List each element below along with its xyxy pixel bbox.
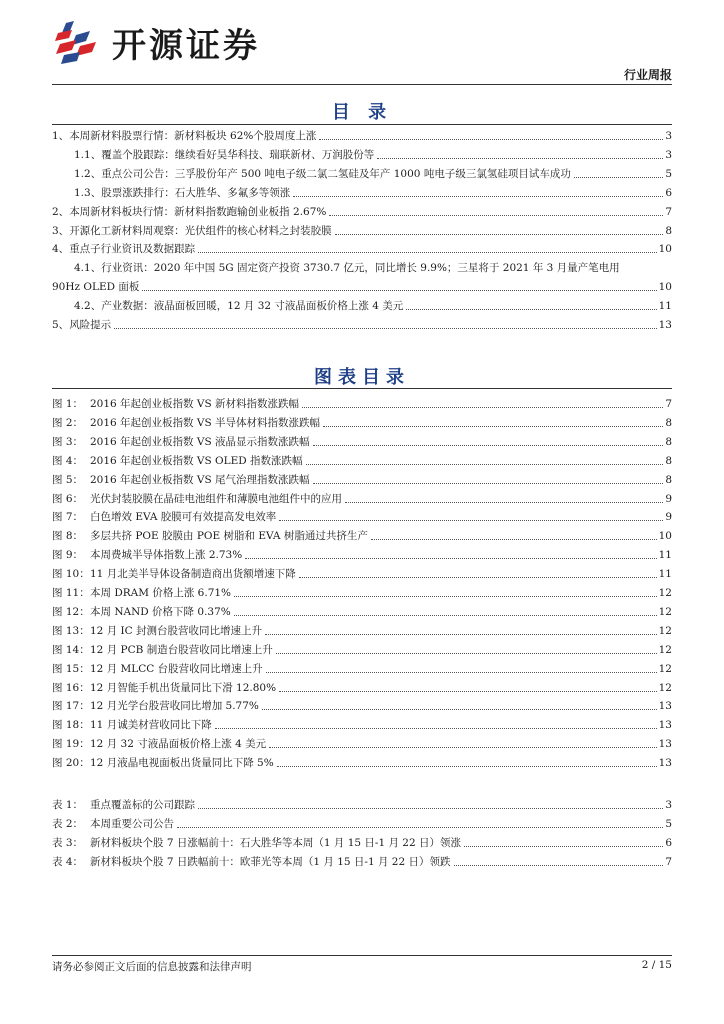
dot-leader xyxy=(198,808,663,809)
dot-leader xyxy=(329,215,663,216)
entry-number: 图 20： xyxy=(52,757,90,770)
entry-text: 本周重要公司公告 xyxy=(90,817,174,830)
entry-number: 1.3、 xyxy=(74,186,102,199)
dot-leader xyxy=(279,520,663,521)
entry-number: 图 5： xyxy=(52,473,84,486)
entry-text: 覆盖个股跟踪：继续看好昊华科技、瑞联新材、万润股份等 xyxy=(101,148,375,161)
entry-page-number: 10 xyxy=(658,281,672,294)
dot-leader xyxy=(277,766,657,767)
entry-number: 图 7： xyxy=(52,511,84,524)
figure-entry[interactable] xyxy=(52,585,672,601)
entry-number: 图 19： xyxy=(52,738,90,751)
dot-leader xyxy=(266,672,657,673)
entry-text: 重点子行业资讯及数据跟踪 xyxy=(69,243,196,256)
entry-page-number: 3 xyxy=(665,799,672,811)
entry-number: 3、 xyxy=(52,224,70,237)
entry-page-number: 13 xyxy=(658,319,672,331)
figure-entry[interactable] xyxy=(52,509,672,525)
toc-title: 目 录 xyxy=(331,102,393,123)
figure-entry[interactable] xyxy=(52,396,672,412)
dot-leader xyxy=(245,558,656,559)
entry-text: 12 月 PCB 制造台股营收同比增速上升 xyxy=(90,643,273,656)
figures-title-rule xyxy=(52,388,672,389)
entry-number: 图 4： xyxy=(52,454,84,467)
entry-page-number: 8 xyxy=(665,435,672,448)
entry-text: 12 月光学台股营收同比增加 5.77% xyxy=(90,700,259,713)
entry-text: 12 月 32 寸液晶面板价格上涨 4 美元 xyxy=(90,738,267,751)
dot-leader xyxy=(377,158,663,159)
entry-page-number: 5 xyxy=(665,817,672,830)
entry-text: 90Hz OLED 面板 xyxy=(52,281,140,294)
entry-page-number: 7 xyxy=(665,205,672,218)
toc-entry[interactable] xyxy=(52,241,672,257)
toc-entry[interactable] xyxy=(52,147,672,163)
toc-entry[interactable] xyxy=(52,298,672,314)
entry-page-number: 9 xyxy=(665,492,672,505)
entry-text: 光伏封装胶膜在晶硅电池组件和薄膜电池组件中的应用 xyxy=(90,492,342,505)
entry-text: 本周新材料板块行情：新材料指数跑输创业板指 2.67% xyxy=(69,205,327,218)
entry-text: 本周新材料股票行情：新材料板块 62%个股周度上涨 xyxy=(69,130,317,142)
entry-number: 1、 xyxy=(52,130,70,142)
dot-leader xyxy=(306,464,664,465)
figure-entry[interactable] xyxy=(52,717,672,733)
entry-number: 图 2： xyxy=(52,416,84,429)
entry-page-number: 12 xyxy=(658,681,672,694)
entry-page-number: 12 xyxy=(658,605,672,618)
entry-number: 图 16： xyxy=(52,681,90,694)
entry-page-number: 12 xyxy=(658,587,672,599)
entry-text: 新材料板块个股 7 日涨幅前十：石大胜华等本周（1 月 15 日-1 月 22 日）领涨 xyxy=(90,836,462,849)
figure-entry[interactable] xyxy=(52,604,672,620)
dot-leader xyxy=(335,234,664,235)
entry-text: 12 月智能手机出货量同比下滑 12.80% xyxy=(90,681,277,694)
entry-page-number: 13 xyxy=(658,700,672,713)
entry-text: 产业数据：液晶面板回暖，12 月 32 寸液晶面板价格上涨 4 美元 xyxy=(101,300,404,313)
entry-text: 2016 年起创业板指数 VS 半导体材料指数涨跌幅 xyxy=(90,416,321,429)
entry-number: 图 13： xyxy=(52,624,90,637)
table-entry[interactable] xyxy=(52,854,672,870)
toc-entry[interactable] xyxy=(52,279,672,295)
entry-page-number: 12 xyxy=(658,643,672,656)
entry-text: 12 月 IC 封测台股营收同比增速上升 xyxy=(90,624,263,637)
figure-entry[interactable] xyxy=(52,547,672,563)
document-type-label: 行业周报 xyxy=(623,68,672,82)
toc-entry[interactable] xyxy=(52,128,672,144)
toc-title-rule xyxy=(52,124,672,125)
entry-page-number: 7 xyxy=(665,855,672,868)
table-entry[interactable] xyxy=(52,835,672,851)
figure-entry[interactable] xyxy=(52,472,672,488)
entry-page-number: 11 xyxy=(658,300,672,313)
entry-page-number: 5 xyxy=(665,167,672,180)
entry-page-number: 3 xyxy=(665,148,672,161)
dot-leader xyxy=(198,252,656,253)
figure-entry[interactable] xyxy=(52,491,672,507)
toc-entry[interactable] xyxy=(52,185,672,201)
figure-entry[interactable] xyxy=(52,453,672,469)
entry-text: 12 月液晶电视面板出货量同比下降 5% xyxy=(90,757,274,770)
entry-text: 2016 年起创业板指数 VS 尾气治理指数涨跌幅 xyxy=(90,473,310,486)
entry-text: 11 月诚美材营收同比下降 xyxy=(90,719,212,732)
toc-entry[interactable] xyxy=(52,260,672,276)
toc-entry[interactable] xyxy=(52,223,672,239)
entry-page-number: 10 xyxy=(658,243,672,256)
entry-number: 表 4： xyxy=(52,855,84,868)
entry-number: 表 2： xyxy=(52,817,84,830)
entry-number: 4、 xyxy=(52,243,70,256)
entry-number: 2、 xyxy=(52,205,70,218)
entry-page-number: 8 xyxy=(665,416,672,429)
entry-number: 图 11： xyxy=(52,587,90,599)
dot-leader xyxy=(142,290,656,291)
entry-page-number: 13 xyxy=(658,719,672,732)
entry-page-number: 8 xyxy=(665,224,672,237)
entry-number: 图 1： xyxy=(52,398,84,410)
entry-number: 图 15： xyxy=(52,662,90,675)
dot-leader xyxy=(293,196,663,197)
entry-page-number: 11 xyxy=(658,549,672,562)
dot-leader xyxy=(574,177,663,178)
figure-entry[interactable] xyxy=(52,528,672,544)
entry-text: 本周费城半导体指数上涨 2.73% xyxy=(90,549,243,562)
dot-leader xyxy=(234,596,657,597)
toc-entry[interactable] xyxy=(52,317,672,333)
dot-leader xyxy=(371,539,657,540)
page-number: 2 / 15 xyxy=(641,959,672,971)
entry-number: 5、 xyxy=(52,319,70,331)
logo-text: 开源证券 xyxy=(112,25,260,66)
figure-entry[interactable] xyxy=(52,661,672,677)
entry-text: 11 月北美半导体设备制造商出货额增速下降 xyxy=(90,568,296,581)
toc-entry[interactable] xyxy=(52,204,672,220)
entry-number: 图 14： xyxy=(52,643,90,656)
toc-entry-number: 4.1、 xyxy=(74,262,102,275)
entry-text: 股票涨跌排行：石大胜华、多氟多等领涨 xyxy=(101,186,291,199)
entry-text: 本周 DRAM 价格上涨 6.71% xyxy=(90,587,232,599)
entry-text: 2016 年起创业板指数 VS OLED 指数涨跌幅 xyxy=(90,454,303,467)
entry-text: 重点公司公告：三孚股份年产 500 吨电子级二氯二氢硅及年产 1000 吨电子级三氯氢硅项目试车成功 xyxy=(101,167,571,180)
company-logo xyxy=(52,18,260,66)
dot-leader xyxy=(269,747,657,748)
toc-entry-text: 行业资讯：2020 年中国 5G 固定资产投资 3730.7 亿元，同比增长 9.9%；三星将于 2021 年 3 月量产笔电用 xyxy=(101,262,620,275)
entry-number: 表 1： xyxy=(52,799,84,811)
entry-page-number: 13 xyxy=(658,738,672,751)
dot-leader xyxy=(279,691,657,692)
figure-entry[interactable] xyxy=(52,755,672,771)
table-entry[interactable] xyxy=(52,816,672,832)
dot-leader xyxy=(299,577,657,578)
entry-number: 图 9： xyxy=(52,549,84,562)
dot-leader xyxy=(319,139,663,140)
dot-leader xyxy=(323,426,663,427)
entry-number: 图 3： xyxy=(52,435,84,448)
entry-text: 多层共挤 POE 胶膜由 POE 树脂和 EVA 树脂通过共挤生产 xyxy=(90,530,368,543)
dot-leader xyxy=(406,309,656,310)
entry-page-number: 9 xyxy=(665,511,672,524)
dot-leader xyxy=(313,483,664,484)
figures-title: 图表目录 xyxy=(314,367,410,388)
header-divider xyxy=(52,84,672,85)
dot-leader xyxy=(114,328,656,329)
entry-number: 图 6： xyxy=(52,492,84,505)
entry-number: 1.2、 xyxy=(74,167,102,180)
figure-entry[interactable] xyxy=(52,415,672,431)
footer-divider xyxy=(52,955,672,956)
dot-leader xyxy=(215,728,657,729)
entry-number: 4.2、 xyxy=(74,300,102,313)
entry-page-number: 8 xyxy=(665,473,672,486)
entry-page-number: 11 xyxy=(658,568,672,581)
figure-entry[interactable] xyxy=(52,623,672,639)
entry-page-number: 10 xyxy=(658,530,672,543)
entry-page-number: 7 xyxy=(665,398,672,410)
entry-page-number: 12 xyxy=(658,662,672,675)
entry-text: 2016 年起创业板指数 VS 液晶显示指数涨跌幅 xyxy=(90,435,310,448)
entry-text: 风险提示 xyxy=(69,319,112,331)
entry-text: 2016 年起创业板指数 VS 新材料指数涨跌幅 xyxy=(90,398,300,410)
toc-entry[interactable] xyxy=(52,166,672,182)
entry-page-number: 12 xyxy=(658,624,672,637)
entry-text: 开源化工新材料周观察：光伏组件的核心材料之封装胶膜 xyxy=(69,224,332,237)
dot-leader xyxy=(302,407,663,408)
dot-leader xyxy=(265,634,657,635)
figure-entry[interactable] xyxy=(52,698,672,714)
entry-number: 图 18： xyxy=(52,719,90,732)
entry-page-number: 3 xyxy=(665,130,672,142)
dot-leader xyxy=(464,846,663,847)
entry-text: 重点覆盖标的公司跟踪 xyxy=(90,799,195,811)
entry-page-number: 13 xyxy=(658,757,672,770)
entry-number: 图 8： xyxy=(52,530,84,543)
dot-leader xyxy=(262,709,657,710)
entry-number: 1.1、 xyxy=(74,148,102,161)
entry-text: 12 月 MLCC 台股营收同比增速上升 xyxy=(90,662,263,675)
dot-leader xyxy=(345,502,663,503)
entry-number: 表 3： xyxy=(52,836,84,849)
entry-number: 图 12： xyxy=(52,605,90,618)
dot-leader xyxy=(276,653,657,654)
entry-number: 图 10： xyxy=(52,568,90,581)
dot-leader xyxy=(454,865,664,866)
entry-page-number: 6 xyxy=(665,186,672,199)
figure-entry[interactable] xyxy=(52,434,672,450)
entry-text: 白色增效 EVA 胶膜可有效提高发电效率 xyxy=(90,511,277,524)
figure-entry[interactable] xyxy=(52,566,672,582)
footer-disclaimer: 请务必参阅正文后面的信息披露和法律声明 xyxy=(52,961,252,973)
entry-text: 本周 NAND 价格下降 0.37% xyxy=(90,605,231,618)
dot-leader xyxy=(234,615,657,616)
entry-page-number: 8 xyxy=(665,454,672,467)
figure-entry[interactable] xyxy=(52,736,672,752)
entry-text: 新材料板块个股 7 日跌幅前十：欧菲光等本周（1 月 15 日-1 月 22 日）领跌 xyxy=(90,855,451,868)
logo-mark-icon xyxy=(52,19,106,65)
dot-leader xyxy=(313,445,664,446)
entry-number: 图 17： xyxy=(52,700,90,713)
entry-page-number: 6 xyxy=(665,836,672,849)
table-entry[interactable] xyxy=(52,797,672,813)
figure-entry[interactable] xyxy=(52,642,672,658)
figure-entry[interactable] xyxy=(52,680,672,696)
dot-leader xyxy=(177,827,663,828)
